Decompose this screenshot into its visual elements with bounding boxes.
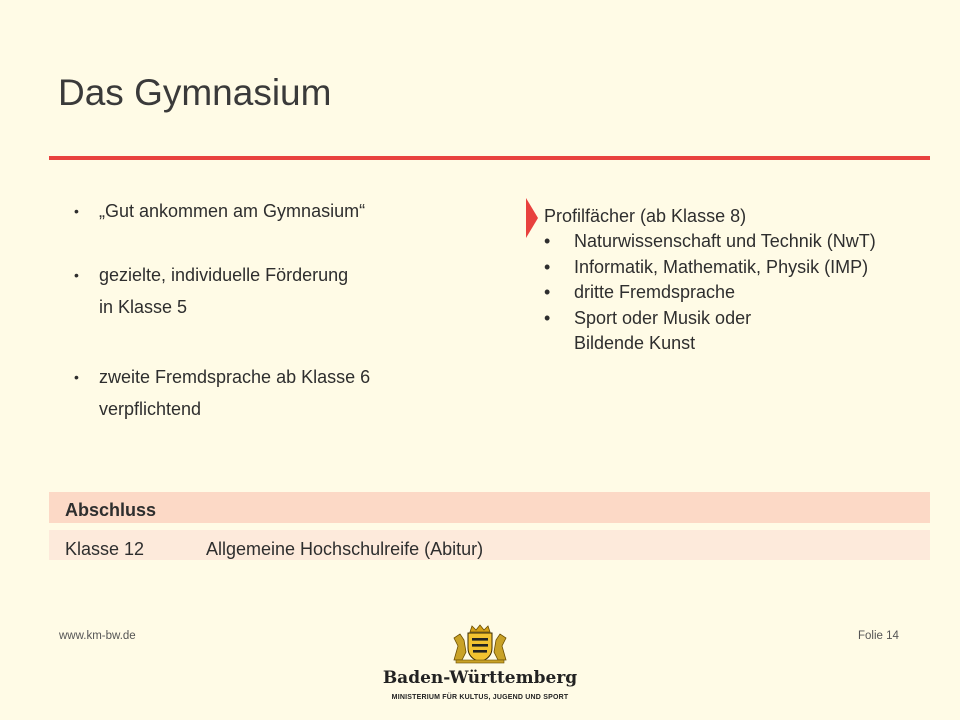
profile-item-text: dritte Fremdsprache	[574, 282, 736, 302]
profile-item-text-continued: Bildende Kunst	[574, 333, 696, 353]
bullet-text: zweite Fremdsprache ab Klasse 6	[99, 367, 371, 387]
ministry-logo	[380, 624, 580, 708]
left-bullet-list	[70, 195, 490, 425]
bullet-text-continued: verpflichtend	[99, 399, 202, 419]
profile-item	[526, 306, 946, 357]
abschluss-row	[49, 530, 930, 560]
profile-heading: Profilfächer (ab Klasse 8)	[544, 206, 747, 226]
left-bullet-item	[70, 259, 490, 323]
profile-item	[526, 255, 946, 281]
footer-url: www.km-bw.de	[59, 630, 136, 642]
logo-name: Baden-Württemberg	[382, 668, 578, 688]
profile-subjects-box	[526, 198, 946, 357]
bullet-icon: •	[74, 267, 79, 283]
bullet-text: „Gut ankommen am Gymnasium“	[99, 201, 366, 221]
bullet-icon: •	[544, 231, 551, 251]
bullet-text-continued: in Klasse 5	[99, 297, 188, 317]
bullet-text: gezielte, individuelle Förderung	[99, 265, 349, 285]
profile-item-text: Informatik, Mathematik, Physik (IMP)	[574, 256, 869, 277]
slide-number: Folie 14	[858, 630, 899, 642]
title-divider	[49, 156, 930, 160]
abschluss-degree: Allgemeine Hochschulreife (Abitur)	[206, 539, 484, 559]
profile-item	[526, 280, 946, 306]
abschluss-class-label: Klasse 12	[65, 539, 145, 559]
bullet-icon: •	[74, 369, 79, 385]
abschluss-header-label: Abschluss	[65, 500, 157, 520]
abschluss-header	[49, 492, 930, 523]
profile-item-text: Sport oder Musik oder	[574, 307, 752, 328]
bullet-icon: •	[544, 307, 551, 328]
profile-item-text: Naturwissenschaft und Technik (NwT)	[574, 231, 876, 251]
bullet-icon: •	[544, 282, 551, 302]
bullet-icon: •	[544, 256, 551, 277]
profile-item	[526, 229, 946, 255]
bullet-icon: •	[74, 203, 79, 219]
logo-subtitle: MINISTERIUM FÜR KULTUS, JUGEND UND SPORT	[391, 694, 569, 701]
state-coat-of-arms-icon	[448, 624, 512, 664]
slide-title: Das Gymnasium	[58, 72, 332, 113]
left-bullet-item	[70, 195, 490, 227]
left-bullet-item	[70, 361, 490, 425]
